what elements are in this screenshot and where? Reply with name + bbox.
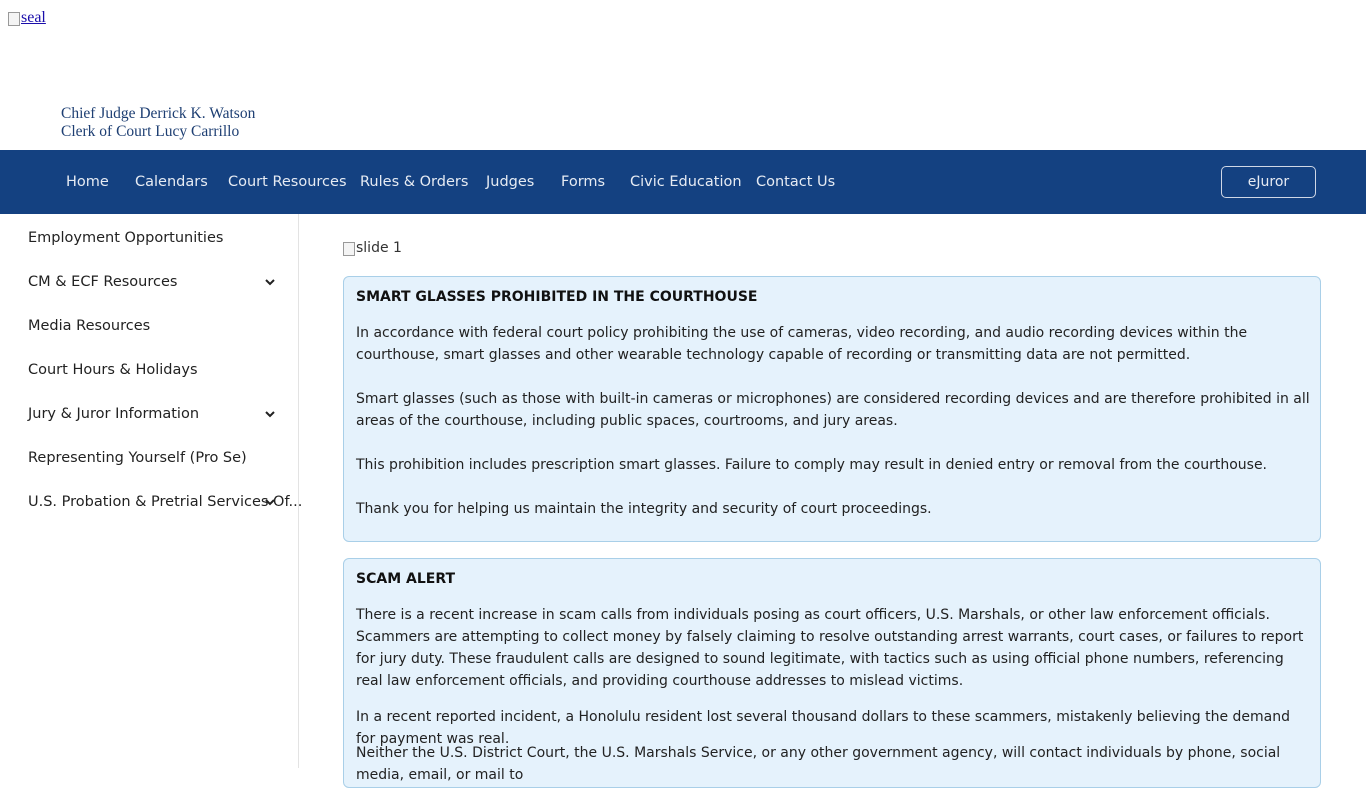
- nav-calendars[interactable]: Calendars: [135, 174, 208, 190]
- site-header: [0, 0, 1366, 150]
- sidebar-item-label: Media Resources: [28, 318, 151, 334]
- court-officials: [61, 105, 255, 141]
- main-navbar: [0, 150, 1366, 214]
- nav-forms[interactable]: Forms: [561, 174, 606, 190]
- notice-paragraph: Thank you for helping us maintain the integrity and security of court proceedings.: [356, 501, 932, 517]
- nav-court-resources[interactable]: Court Resources: [228, 174, 347, 190]
- notice-paragraph: Neither the U.S. District Court, the U.S. Marshals Service, or any other government agency, will contact individuals by phone, social media, email, or mail to: [356, 745, 1281, 783]
- chevron-down-icon[interactable]: [263, 492, 277, 512]
- nav-judges[interactable]: Judges: [486, 174, 535, 190]
- slideshow-image[interactable]: [343, 240, 402, 256]
- sidebar-item-label: CM & ECF Resources: [28, 274, 178, 290]
- notice-card-scam-alert: [343, 558, 1321, 788]
- sidebar-item-employment[interactable]: [28, 228, 283, 248]
- sidebar-item-label: Employment Opportunities: [28, 230, 224, 246]
- sidebar-item-cm-ecf[interactable]: [28, 272, 283, 292]
- notice-paragraph: This prohibition includes prescription smart glasses. Failure to comply may result in denied entry or removal from the courthouse.: [356, 457, 1268, 473]
- sidebar-item-court-hours[interactable]: [28, 360, 283, 380]
- sidebar-item-label: Jury & Juror Information: [28, 406, 200, 422]
- notice-paragraph: In accordance with federal court policy prohibiting the use of cameras, video recording, and audio recording devices within the courthouse, smart glasses and other wearable technology capable of recording or transmitting data are not permitted.: [356, 325, 1248, 363]
- seal-logo-link[interactable]: [8, 9, 46, 27]
- nav-home[interactable]: Home: [66, 174, 109, 190]
- sidebar-item-probation[interactable]: [28, 492, 303, 512]
- chevron-down-icon[interactable]: [263, 404, 277, 424]
- chief-judge-name: Chief Judge Derrick K. Watson: [61, 105, 256, 122]
- clerk-name: Clerk of Court Lucy Carrillo: [61, 123, 240, 140]
- sidebar-item-label: U.S. Probation & Pretrial Services Of...: [28, 494, 303, 510]
- notice-title: SCAM ALERT: [356, 571, 456, 587]
- sidebar-item-media[interactable]: [28, 316, 283, 336]
- notice-paragraph: In a recent reported incident, a Honolulu resident lost several thousand dollars to these scammers, mistakenly believing the demand for payment was real.: [356, 709, 1290, 747]
- sidebar-item-pro-se[interactable]: [28, 448, 283, 468]
- ejuror-button[interactable]: eJuror: [1221, 166, 1316, 198]
- notice-card-smart-glasses: [343, 276, 1321, 542]
- broken-image-icon: [343, 242, 355, 256]
- notice-title: SMART GLASSES PROHIBITED IN THE COURTHOUSE: [356, 289, 758, 305]
- slide-alt-text: slide 1: [356, 240, 402, 256]
- broken-image-icon: [8, 12, 20, 26]
- sidebar-item-jury[interactable]: [28, 404, 283, 424]
- nav-contact-us[interactable]: Contact Us: [756, 174, 836, 190]
- seal-alt-text: seal: [21, 9, 46, 26]
- sidebar-item-label: Court Hours & Holidays: [28, 362, 198, 378]
- sidebar-item-label: Representing Yourself (Pro Se): [28, 450, 247, 466]
- chevron-down-icon[interactable]: [263, 272, 277, 292]
- notice-paragraph: There is a recent increase in scam calls from individuals posing as court officers, U.S. Marshals, or other law enforcement officials. Scammers are attempting to collect money by falsely claiming to resolve outstanding arrest warrants, court cases, or failures to report for jury duty. These fraudulent calls are designed to sound legitimate, with tactics such as using official phone numbers, referencing real law enforcement officials, and providing courthouse addresses to mislead victims.: [356, 607, 1304, 689]
- nav-rules-orders[interactable]: Rules & Orders: [360, 174, 469, 190]
- notice-paragraph: Smart glasses (such as those with built-in cameras or microphones) are considered recording devices and are therefore prohibited in all areas of the courthouse, including public spaces, courtrooms, and jury areas.: [356, 391, 1310, 429]
- nav-civic-education[interactable]: Civic Education: [630, 174, 742, 190]
- sidebar: [0, 214, 303, 768]
